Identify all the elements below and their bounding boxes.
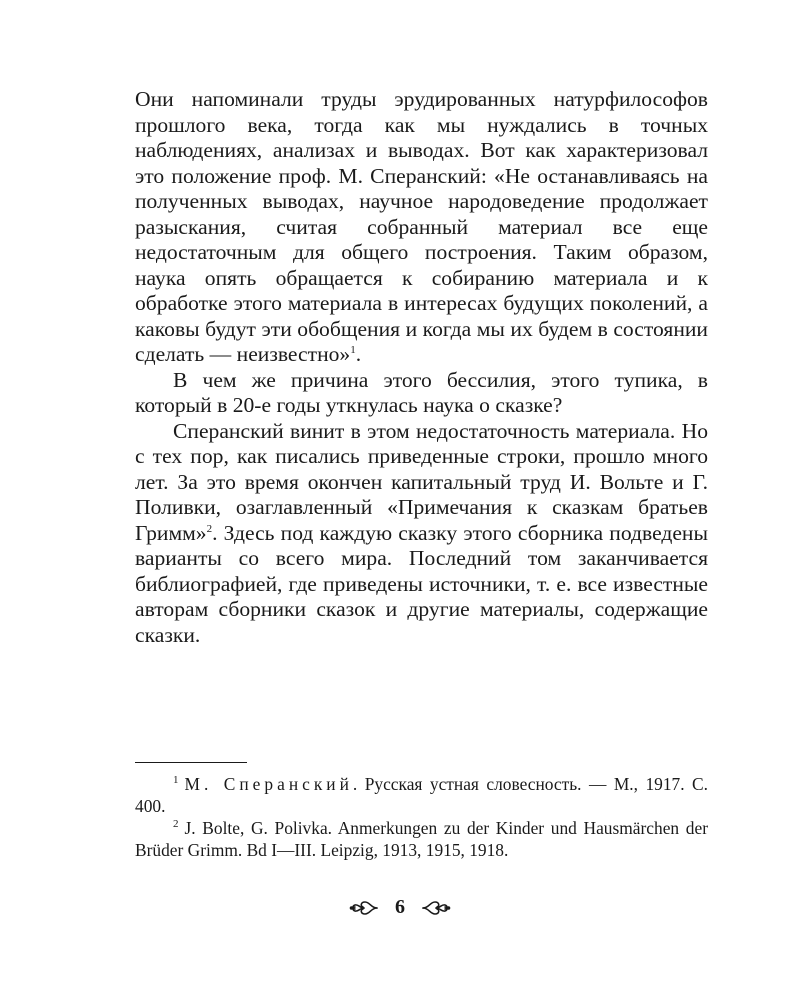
fleuron-right-icon: [421, 899, 451, 917]
footnote-ref-2: 2: [206, 522, 213, 535]
body-text: [135, 87, 708, 648]
paragraph-3-text-start: Сперанский винит в этом недостаточность материала. Но с тех пор, как писались приведенные строки, прошло много лет. За это время окончен капитальный труд И. Вольте и Г. Поливки, озаглавленный «Примечания к сказкам братьев Гримм»: [135, 418, 708, 545]
paragraph-1: Они напоминали труды эрудированных натурфилософов прошлого века, тогда как мы нуждались в точных наблюдениях, анализах и выводах. Вот как характеризовал это положение проф. М. Сперанский: «Не останавливаясь на полученных выводах, научное народоведение продолжает разыскания, считая собранный материал все еще недостаточным для общего построения. Таким образом, наука опять обращается к собиранию материала и к обработке этого материала в интересах будущих поколений, а каковы будут эти обобщения и когда мы их будем в состоянии сделать — неизвестно»$^1$.: [135, 87, 708, 366]
paragraph-3: [135, 419, 708, 649]
footnote-marker-1: 1: [173, 774, 179, 787]
paragraph-1-text: Они напоминали труды эрудированных натурфилософов прошлого века, тогда как мы нуждались в точных наблюдениях, анализах и выводах. Вот как характеризовал это положение проф. М. Сперанский: «Не останавливаясь на полученных выводах, научное народоведение продолжает разыскания, считая собранный материал все еще недостаточным для общего построения. Таким образом, наука опять обращается к собиранию материала и к обработке этого материала в интересах будущих поколений, а каковы будут эти обобщения и когда мы их будем в состоянии сделать — неизвестно»: [135, 87, 708, 366]
footnotes: [135, 773, 708, 861]
paragraph-2: В чем же причина этого бессилия, этого тупика, в который в 20-е годы уткнулась наука о сказке?: [135, 367, 708, 417]
page-footer: [0, 896, 800, 919]
footnote-1: [135, 773, 708, 817]
footnote-1-author: М. Сперанский: [184, 774, 353, 794]
page-number: 6: [395, 896, 405, 918]
footnote-1-text: . Русская устная словесность. — М., 1917. С. 400.: [135, 774, 708, 816]
footnote-separator: [135, 762, 247, 763]
footnote-2-text: J. Bolte, G. Polivka. Anmerkungen zu der Kinder und Hausmärchen der Brüder Grimm. Bd I—III. Leipzig, 1913, 1915, 1918.: [135, 818, 708, 860]
footnote-marker-2: 2: [173, 818, 179, 831]
paragraph-3-text-end: . Здесь под каждую сказку этого сборника подведены варианты со всего мира. Последний том заканчивается библиографией, где приведены источники, т. е. все известные авторам сборники сказок и другие материалы, содержащие сказки.: [135, 520, 708, 647]
fleuron-left-icon: [349, 899, 379, 917]
footnote-2: [135, 817, 708, 861]
page-body: [135, 87, 708, 648]
footnote-ref-1: 1: [350, 343, 356, 356]
